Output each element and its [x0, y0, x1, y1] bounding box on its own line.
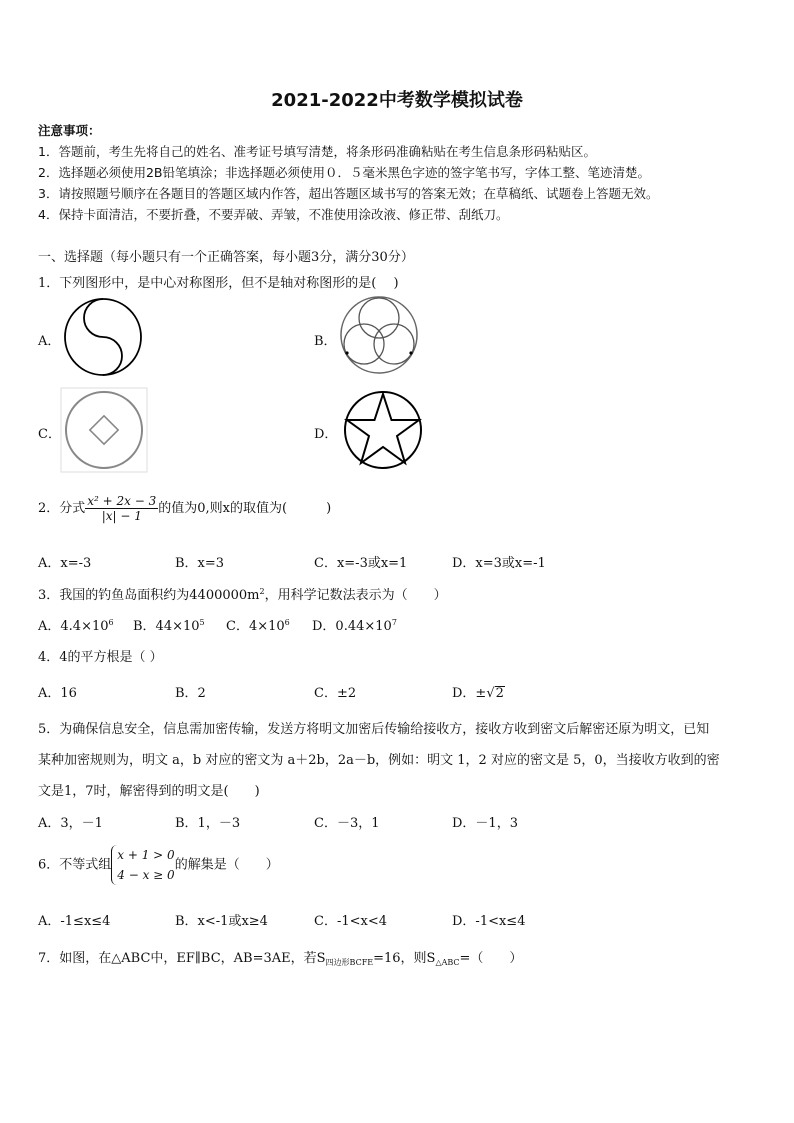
q3-option-d: [312, 615, 397, 634]
q6-ineq-1: x + 1 > 0: [117, 848, 175, 862]
q4-option-a: A．16: [38, 686, 77, 701]
q5-line: 5．为确保信息安全，信息需加密传输，发送方将明文加密后传输给接收方，接收方收到密文后解密还原为明文，已知: [38, 722, 710, 737]
q5-line: 某种加密规则为，明文 a，b 对应的密文为 a＋2b，2a－b，例如：明文 1，2 对应的密文是 5，0，当接收方收到的密: [38, 753, 720, 768]
q6-option-b: B．x<-1或x≥4: [175, 914, 268, 929]
q6-pre: 6．不等式组: [38, 857, 112, 873]
q3-option-c: [226, 615, 290, 634]
q1-label-d: D．: [314, 427, 338, 442]
q3-stem-pre: 3．我国的钓鱼岛面积约为4400000m: [38, 588, 260, 603]
q1-label-b: B．: [314, 334, 337, 349]
q6-option-a: A．-1≤x≤4: [38, 914, 111, 929]
q2-option-b: B．x=3: [175, 556, 225, 571]
q7-stem: [38, 947, 522, 968]
q2-pre: 2．分式: [38, 501, 86, 516]
q3-option-b: [133, 615, 205, 634]
q4-option-d-label: D．±: [452, 686, 487, 701]
q2-fraction: [85, 494, 158, 523]
q3-option-c-base: C．4×10: [226, 619, 285, 634]
exam-title: 2021-2022中考数学模拟试卷: [271, 90, 523, 111]
figure-a-yinyang: [60, 296, 146, 378]
q2-option-d: D．x=3或x=-1: [452, 556, 546, 571]
figure-b-trefoil: [336, 294, 422, 376]
q3-option-d-exp: 7: [391, 618, 397, 627]
q5-line: 文是1，7时，解密得到的明文是( ): [38, 784, 260, 799]
q4-option-b: B．2: [175, 686, 206, 701]
q4-option-c: C．±2: [314, 686, 357, 701]
q2-numerator: x² + 2x − 3: [87, 494, 157, 508]
q7-sub-triangle: △ABC: [435, 958, 460, 967]
q5-option-a: A．3，－1: [38, 816, 103, 831]
q2-post: 的值为0,则x的取值为( ): [158, 501, 332, 516]
note-item: 4．保持卡面清洁，不要折叠，不要弄破、弄皱，不准使用涂改液、修正带、刮纸刀。: [38, 207, 509, 222]
sqrt-icon: √: [486, 686, 495, 701]
q3-stem-post: ，用科学记数法表示为（ ）: [264, 588, 447, 603]
section-heading: 一、选择题（每小题只有一个正确答案，每小题3分，满分30分）: [38, 250, 414, 265]
q7-post: =（ ）: [459, 951, 523, 966]
figure-d-star: [340, 389, 426, 471]
q2-stem: [38, 494, 331, 523]
q5-option-c: C．－3，1: [314, 816, 380, 831]
q4-option-d: [452, 682, 505, 701]
note-item: 1．答题前，考生先将自己的姓名、准考证号填写清楚，将条形码准确粘贴在考生信息条形码粘贴区。: [38, 144, 596, 159]
q3-option-c-exp: 6: [284, 618, 290, 627]
q6-stem: [38, 845, 279, 885]
q1-label-c: C．: [38, 427, 61, 442]
q1-stem: 1．下列图形中，是中心对称图形，但不是轴对称图形的是( ): [38, 276, 399, 291]
q3-option-a-base: A．4.4×10: [38, 619, 109, 634]
q3-stem-sup: 2: [259, 587, 265, 596]
q1-label-a: A．: [38, 334, 61, 349]
note-item: 2．选择题必须使用2B铅笔填涂；非选择题必须使用０．５毫米黑色字迹的签字笔书写，字体工整、笔迹清楚。: [38, 165, 650, 180]
q3-option-d-base: D．0.44×10: [312, 619, 392, 634]
q3-option-a: [38, 615, 114, 634]
q5-option-b: B．1，－3: [175, 816, 241, 831]
q2-denominator: |x| − 1: [101, 509, 142, 523]
q5-option-d: D．－1，3: [452, 816, 518, 831]
q4-stem: 4．4的平方根是（ ）: [38, 650, 163, 665]
q7-sub-quad: 四边形BCFE: [325, 958, 374, 967]
q6-inequality-system: [111, 845, 174, 885]
q6-post: 的解集是（ ）: [174, 857, 279, 873]
q3-option-a-exp: 6: [108, 618, 114, 627]
notes-heading: 注意事项：: [38, 123, 101, 138]
q7-pre: 7．如图，在△ABC中，EF∥BC，AB=3AE，若S: [38, 951, 326, 966]
q4-option-d-radicand: 2: [495, 686, 504, 701]
q3-option-b-exp: 5: [199, 618, 205, 627]
note-item: 3．请按照题号顺序在各题目的答题区域内作答，超出答题区域书写的答案无效；在草稿纸、试题卷上答题无效。: [38, 186, 659, 201]
q7-mid: =16，则S: [373, 951, 436, 966]
q2-option-c: C．x=-3或x=1: [314, 556, 408, 571]
q3-option-b-base: B．44×10: [133, 619, 200, 634]
q6-ineq-2: 4 − x ≥ 0: [117, 868, 175, 882]
q2-option-a: A．x=-3: [38, 556, 92, 571]
q6-option-c: C．-1<x<4: [314, 914, 387, 929]
figure-c-coin: [60, 387, 148, 473]
q6-option-d: D．-1<x≤4: [452, 914, 526, 929]
q3-stem: [38, 584, 447, 603]
